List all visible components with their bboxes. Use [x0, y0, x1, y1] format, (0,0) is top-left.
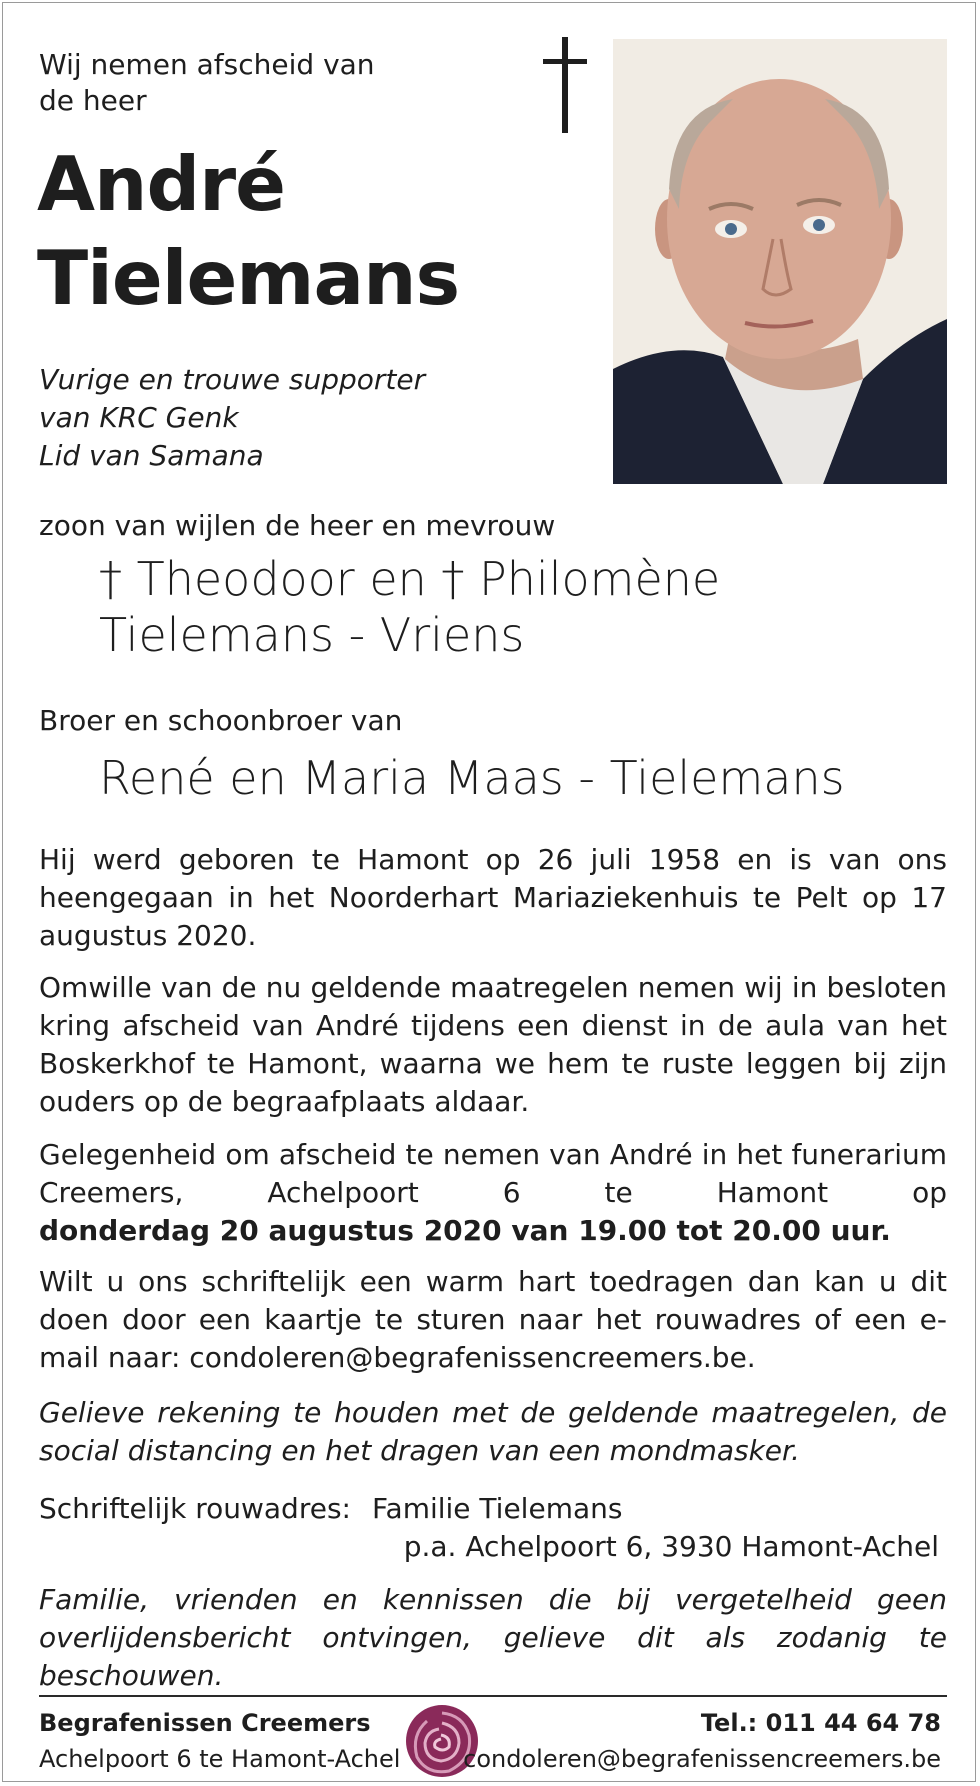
intro-line-1: Wij nemen afscheid van: [39, 48, 375, 81]
mourning-address-line-1: Familie Tielemans: [372, 1492, 623, 1525]
intro-line-2: de heer: [39, 84, 147, 117]
intro-text: [39, 47, 519, 119]
tagline-line-2: van KRC Genk: [39, 401, 239, 434]
farewell-paragraph: Omwille van de nu geldende maatregelen nemen wij in besloten kring afscheid van André tijdens een dienst in de aula van het Boskerkhof te Hamont, waarna we hem te ruste leggen bij zijn ouders op de begraafplaats aldaar.: [39, 971, 947, 1118]
siblings-intro: Broer en schoonbroer van: [39, 704, 403, 737]
measures-paragraph: Gelieve rekening te houden met de geldende maatregelen, de social distancing en het dragen van een mondmasker.: [39, 1396, 947, 1467]
siblings-names: René en Maria Maas - Tielemans: [99, 751, 845, 805]
birth-death-paragraph: Hij werd geboren te Hamont op 26 juli 1958 en is van ons heengegaan in het Noorderhart Mariaziekenhuis te Pelt op 17 augustus 2020.: [39, 843, 947, 952]
portrait-photo: [613, 39, 947, 484]
footer-phone: Tel.: 011 44 64 78: [700, 1709, 941, 1737]
parents-intro: zoon van wijlen de heer en mevrouw: [39, 509, 556, 542]
deceased-first-name: André: [37, 140, 285, 228]
mourning-address-line-2: p.a. Achelpoort 6, 3930 Hamont-Achel: [403, 1530, 939, 1563]
parents-names-line-2: Tielemans - Vriens: [99, 608, 525, 662]
notice-paragraph: Familie, vrienden en kennissen die bij vergetelheid geen overlijdensbericht ontvingen, gelieve dit als zodanig te beschouwen.: [39, 1583, 947, 1692]
mourning-address-label: Schriftelijk rouwadres:: [39, 1492, 351, 1525]
deceased-last-name: Tielemans: [37, 234, 460, 322]
obituary-card: [2, 2, 976, 1782]
tagline-line-1: Vurige en trouwe supporter: [39, 363, 426, 396]
footer-company-info: [39, 1705, 400, 1777]
visitation-date-time: donderdag 20 augustus 2020 van 19.00 tot 20.00 uur.: [39, 1214, 891, 1247]
parents-names-line-1: † Theodoor en † Philomène: [99, 552, 721, 606]
deceased-name: [37, 137, 459, 325]
visitation-text: Gelegenheid om afscheid te nemen van André in het funerarium Creemers, Achelpoort 6 te Hamont op: [39, 1138, 947, 1209]
visitation-paragraph: [39, 1136, 947, 1250]
tagline: [39, 361, 559, 475]
tagline-line-3: Lid van Samana: [39, 439, 264, 472]
condolence-paragraph: Wilt u ons schriftelijk een warm hart toedragen dan kan u dit doen door een kaartje te sturen naar het rouwadres of een e-mail naar: condoleren@begrafenissencreemers.be.: [39, 1265, 947, 1374]
cross-icon: [543, 37, 587, 133]
footer-contact-info: [463, 1705, 941, 1777]
footer-address: Achelpoort 6 te Hamont-Achel: [39, 1745, 401, 1773]
footer-divider: [39, 1695, 947, 1697]
footer-company-name: Begrafenissen Creemers: [39, 1709, 371, 1737]
footer-email[interactable]: condoleren@begrafenissencreemers.be: [463, 1745, 941, 1773]
